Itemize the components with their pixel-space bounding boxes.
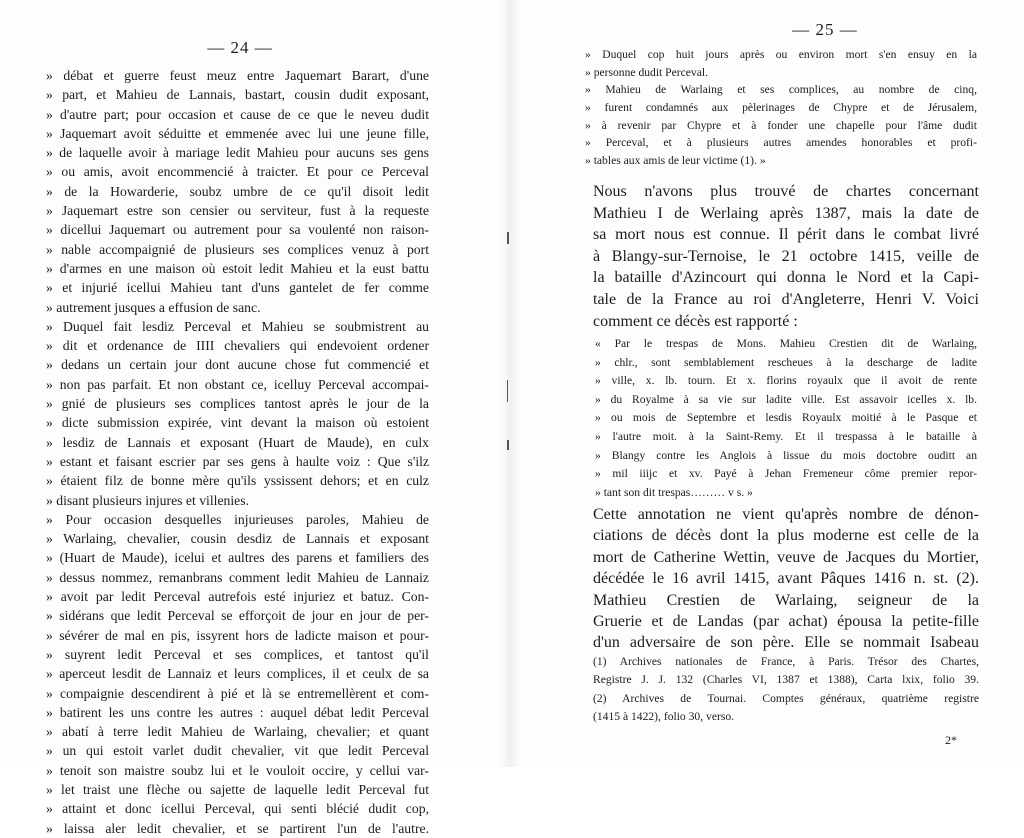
text-line: Nous n'avons plus trouvé de chartes concernant bbox=[593, 183, 979, 200]
text-line: » part, et Mahieu de Lannais, bastart, cousin dudit exposant, bbox=[46, 87, 429, 103]
text-line: d'un adversaire de son père. Elle se nommait Isabeau bbox=[593, 634, 979, 652]
text-line: » Duquel cop huit jours après ou environ mort s'en ensuy en la bbox=[585, 48, 977, 61]
text-line: » batirent les uns contre les autres : auquel débat ledit Perceval bbox=[46, 704, 429, 720]
text-line: » gnié de plusieurs ses complices tantost après le jour de la bbox=[46, 396, 429, 412]
text-line: » dessus nommez, remanbrans comment ledit Mahieu de Lannaiz bbox=[46, 569, 429, 585]
text-line: » (Huart de Maude), icelui et aultres des parens et familiers des bbox=[46, 550, 429, 566]
text-line: » ou mois de Septembre et lesdis Royaulx moitié à le Pasque et bbox=[595, 411, 977, 425]
text-line: » nable accompaignié de plusieurs ses complices venuz à port bbox=[46, 241, 429, 257]
text-line: » Pour occasion desquelles injurieuses paroles, Mahieu de bbox=[46, 511, 429, 527]
text-line: » tables aux amis de leur victime (1). » bbox=[585, 154, 766, 168]
text-line: » étaient filz de bonne mère qu'ils yssissent dehors; et en culz bbox=[46, 473, 429, 489]
text-line: comment ce décès est rapporté : bbox=[593, 312, 798, 330]
text-line: » dicellui Jaquemart ou autrement pour sa voulenté non raison- bbox=[46, 222, 429, 238]
text-line: la bataille d'Azincourt qui donna le Nord et la Capi- bbox=[593, 269, 979, 287]
text-line: » l'autre moit. à la Saint-Remy. Et il trespassa à le bataille à bbox=[595, 429, 977, 443]
text-line: » lesdiz de Lannais et exposant (Huart de Maude), en culx bbox=[46, 434, 429, 450]
left-page-text bbox=[46, 66, 429, 838]
text-line: » let traist une flèche ou sajette de laquelle ledit Perceval fut bbox=[46, 781, 429, 797]
text-line: » Duquel fait lesdiz Perceval et Mahieu se soubmistrent au bbox=[46, 318, 429, 334]
text-line: » de la Howarderie, soubz umbre de ce qu'il disoit ledit bbox=[46, 183, 429, 199]
text-line: » avoit par ledit Perceval autrefois esté injuriez et batuz. Con- bbox=[46, 589, 429, 605]
text-line: » à revenir par Chypre et à fonder une chapelle pour l'âme dudit bbox=[585, 118, 977, 132]
body-paragraph bbox=[593, 504, 979, 654]
text-line: » Warlaing, chevalier, cousin desdiz de Lannais et exposant bbox=[46, 531, 429, 547]
gutter-mark bbox=[507, 232, 509, 244]
text-line: » autrement jusques a effusion de sanc. bbox=[46, 299, 261, 315]
text-line: » tenoit son maistre soubz lui et le vouloit occire, y cellui var- bbox=[46, 762, 429, 778]
text-line: » personne dudit Perceval. bbox=[585, 65, 708, 79]
text-line: mort de Catherine Wettin, veuve de Jacques du Mortier, bbox=[593, 548, 979, 566]
footnotes bbox=[593, 653, 979, 727]
text-line: » d'autre part; pour occasion et cause de ce que le neveu dudit bbox=[46, 106, 429, 122]
text-line: » Jaquemart estre son censier ou serviteur, fust à la requeste bbox=[46, 203, 429, 219]
text-line: » Blangy contre les Anglois à lissue du mois doctobre ouditt an bbox=[595, 448, 977, 462]
left-page bbox=[0, 0, 505, 836]
text-line: » laissa aler ledit chevalier, et se partirent l'un de l'autre. bbox=[46, 820, 429, 836]
text-line: » aperceut lesdit de Lannaiz et leurs complices, il et ceulx de sa bbox=[46, 666, 429, 682]
text-line: décédée le 16 avril 1415, avant Pâques 1416 n. st. (2). bbox=[593, 570, 979, 588]
text-line: » suyrent ledit Perceval et ses complices, et tantost qu'il bbox=[46, 646, 429, 662]
quotation-block bbox=[595, 335, 977, 502]
page-number: — 24 — bbox=[207, 38, 273, 57]
text-line: » disant plusieurs injures et villenies. bbox=[46, 492, 250, 508]
text-line: » et injurié icellui Mahieu tant d'uns gantelet de fer comme bbox=[46, 280, 429, 296]
text-line: à Blangy-sur-Ternoise, le 21 octobre 1415, veille de bbox=[593, 247, 979, 265]
page-number: — 25 — bbox=[792, 20, 858, 39]
text-line: ciations de décès dont la plus moderne est celle de la bbox=[593, 527, 979, 545]
gutter-mark bbox=[507, 380, 508, 402]
text-line: » dicte submission expirée, vint devant la maison où estoient bbox=[46, 415, 429, 431]
text-line: » de laquelle avoir à mariage ledit Mahieu pour aucuns ses gens bbox=[46, 145, 429, 161]
text-line: » abatí à terre ledit Mahieu de Warlaing, chevalier; et quant bbox=[46, 724, 429, 740]
body-paragraph bbox=[593, 181, 979, 332]
text-line: » estant et faisant escrier par ses gens à haulte voiz : Que s'ilz bbox=[46, 453, 429, 469]
text-line: » Mahieu de Warlaing et ses complices, au nombre de cinq, bbox=[585, 83, 977, 97]
text-line: » débat et guerre feust meuz entre Jaquemart Barart, d'une bbox=[46, 68, 429, 83]
text-line: » ville, x. lb. tourn. Et x. florins royaulx que il avoit de rente bbox=[595, 374, 977, 388]
text-line: » d'armes en une maison où estoit ledit Mahieu et la eust battu bbox=[46, 260, 429, 276]
footnote-line: (1415 à 1422), folio 30, verso. bbox=[593, 710, 735, 724]
text-line: » sévérer de mal en pis, issyrent hors de ladicte maison et pour- bbox=[46, 627, 429, 643]
text-line: Gruerie et de Landas (par achat) épousa la petite-fille bbox=[593, 612, 979, 630]
quotation-continued bbox=[585, 46, 977, 170]
text-line: » du Royalme à sa vie sur ladite ville. Est assavoir icelles x. lb. bbox=[595, 392, 977, 406]
text-line: » sidérans que ledit Perceval se efforçoit de jour en jour de per- bbox=[46, 608, 429, 624]
text-line: Cette annotation ne vient qu'après nombre de dénon- bbox=[593, 506, 979, 523]
signature-mark: 2* bbox=[945, 733, 957, 747]
footnote-line: Registre J. J. 132 (Charles VI, 1387 et 1388), Carta lxix, folio 39. bbox=[593, 673, 979, 687]
text-line: » tant son dit trespas……… v s. » bbox=[595, 485, 753, 499]
text-line: » attaint et donc icellui Perceval, qui senti blécié dudit cop, bbox=[46, 801, 429, 817]
text-line: » furent condamnés aux pèlerinages de Chypre et de Jérusalem, bbox=[585, 101, 977, 115]
gutter-mark bbox=[507, 440, 509, 450]
text-line: » mil iiijc et xv. Payé à Jehan Fremeneur côme premier repor- bbox=[595, 467, 977, 481]
text-line: » dedans un certain jour dont aucune chose fut commencié et bbox=[46, 357, 429, 373]
text-line: » compaignie descendirent à pié et là se entremellèrent et com- bbox=[46, 685, 429, 701]
text-line: » non pas parfait. Et non obstant ce, icelluy Perceval accompai- bbox=[46, 376, 429, 392]
text-line: » un qui estoit varlet dudit chevalier, vit que ledit Perceval bbox=[46, 743, 429, 759]
footnote-line: (1) Archives nationales de France, à Paris. Trésor des Chartes, bbox=[593, 655, 979, 668]
text-line: » ou amis, avoit encommencié à traicter. Et pour ce Perceval bbox=[46, 164, 429, 180]
text-line: tale de la France au roi d'Angleterre, Henri V. Voici bbox=[593, 290, 979, 308]
footnote-line: (2) Archives de Tournai. Comptes généraux, quatrième registre bbox=[593, 691, 979, 705]
text-line: » dit et ordenance de IIII chevaliers qui endevoient ordener bbox=[46, 338, 429, 354]
text-line: « Par le trespas de Mons. Mahieu Crestien dit de Warlaing, bbox=[595, 337, 977, 350]
right-page bbox=[515, 0, 1024, 767]
text-line: » Jaquemart avoit séduitte et emmenée avec lui une jeune fille, bbox=[46, 125, 429, 141]
text-line: Mathieu Crestien de Warlaing, seigneur de la bbox=[593, 591, 979, 609]
text-line: » Perceval, et à plusieurs autres amendes honorables et profi- bbox=[585, 136, 977, 150]
text-line: » chlr., sont semblablement rescheues à la descharge de ladite bbox=[595, 355, 977, 369]
text-line: sa mort nous est connue. Il périt dans le combat livré bbox=[593, 226, 979, 244]
text-line: Mathieu I de Werlaing après 1387, mais la date de bbox=[593, 204, 979, 222]
